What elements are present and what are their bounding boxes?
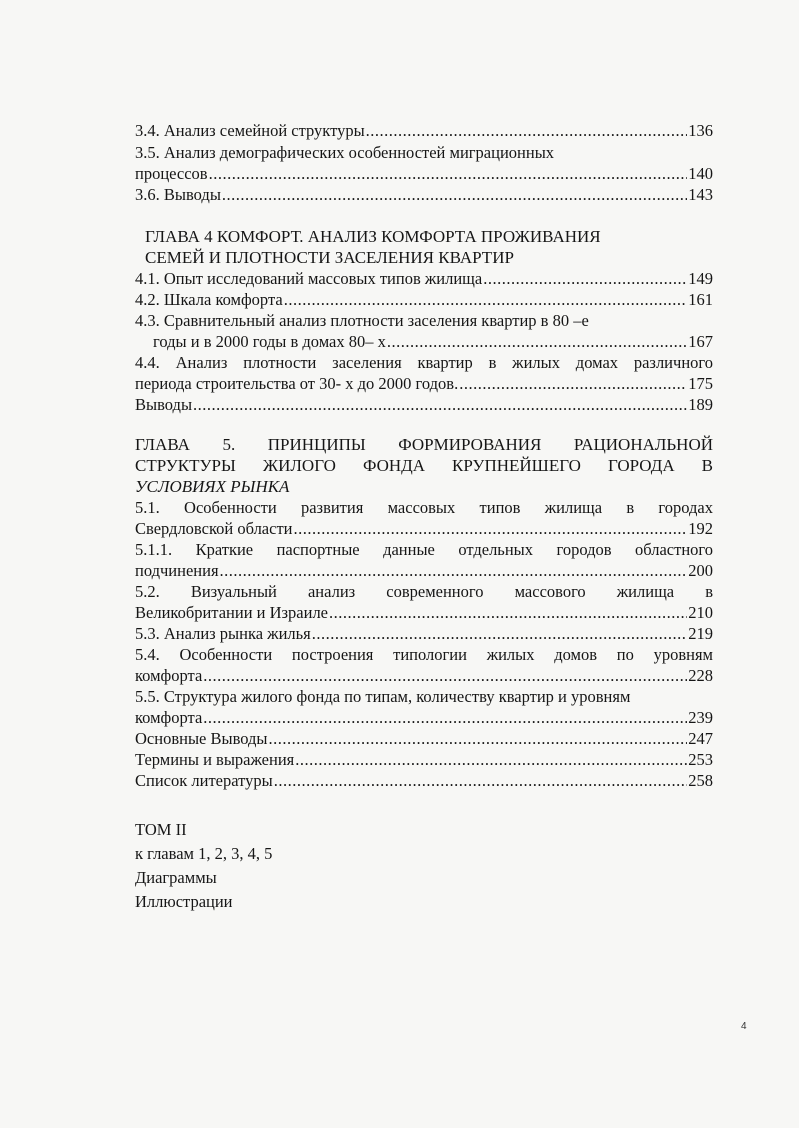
volume2-line2: Диаграммы <box>135 868 217 887</box>
toc-entry-label: 3.4. Анализ семейной структуры <box>135 121 365 140</box>
toc-entry-label: 4.2. Шкала комфорта <box>135 290 283 309</box>
toc-entry-label: комфорта <box>135 708 203 727</box>
toc-entry-page: 228 <box>688 666 713 685</box>
toc-entry-page: 247 <box>688 729 713 748</box>
toc-entry <box>135 560 713 581</box>
toc-entry-label: подчинения <box>135 561 219 580</box>
toc-entry <box>135 770 713 791</box>
toc-entry-label: Свердловской области <box>135 519 293 538</box>
toc-entry <box>135 665 713 686</box>
toc-entry-label: 3.6. Выводы <box>135 185 221 204</box>
toc-entry-line1: 5.4. Особенности построения типологии жилых домов по уровням <box>135 645 713 664</box>
toc-entry-page: 161 <box>688 290 713 309</box>
toc-entry <box>135 749 713 770</box>
toc-entry <box>135 163 713 184</box>
toc-entry <box>135 518 713 539</box>
toc-entry-label: годы и в 2000 годы в домах 80– х <box>153 332 386 351</box>
toc-entry-label: периода строительства от 30- х до 2000 годов. <box>135 374 459 393</box>
toc-entry <box>135 623 713 644</box>
toc-entry-label: Основные Выводы <box>135 729 268 748</box>
toc-entry-page: 210 <box>688 603 713 622</box>
toc-entry-page: 219 <box>688 624 713 643</box>
toc-entry-line1: 5.5. Структура жилого фонда по типам, количеству квартир и уровням <box>135 687 631 706</box>
toc-entry <box>135 373 713 394</box>
toc-entry-page: 167 <box>688 332 713 351</box>
toc-entry <box>135 602 713 623</box>
toc-entry-label: Выводы <box>135 395 193 414</box>
toc-entry-page: 200 <box>688 561 713 580</box>
chapter4-title-line1: ГЛАВА 4 КОМФОРТ. АНАЛИЗ КОМФОРТА ПРОЖИВАНИЯ <box>145 227 601 246</box>
toc-entry-page: 253 <box>688 750 713 769</box>
toc-entry-page: 175 <box>688 374 713 393</box>
chapter5-title-line2: СТРУКТУРЫ ЖИЛОГО ФОНДА КРУПНЕЙШЕГО ГОРОДА В <box>135 456 713 475</box>
toc-entry-line1: 5.1.1. Краткие паспортные данные отдельных городов областного <box>135 540 713 559</box>
toc-entry <box>135 120 713 141</box>
toc-entry-line1: 5.1. Особенности развития массовых типов жилища в городах <box>135 498 713 517</box>
toc-entry-page: 149 <box>688 269 713 288</box>
toc-entry <box>135 728 713 749</box>
toc-entry <box>135 184 713 205</box>
toc-entry-page: 192 <box>688 519 713 538</box>
toc-entry <box>135 268 713 289</box>
toc-entry-label: Великобритании и Израиле <box>135 603 328 622</box>
toc-entry-label: Список литературы <box>135 771 273 790</box>
toc-entry <box>135 331 713 352</box>
chapter5-title-line3: УСЛОВИЯХ РЫНКА <box>135 477 290 496</box>
toc-entry-page: 136 <box>688 121 713 140</box>
toc-entry-line1: 4.4. Анализ плотности заселения квартир в жилых домах различного <box>135 353 713 372</box>
toc-entry-page: 140 <box>688 164 713 183</box>
volume2-line3: Иллюстрации <box>135 892 233 911</box>
toc-entry <box>135 289 713 310</box>
toc-section-chapter4 <box>135 226 713 415</box>
toc-entry-page: 258 <box>688 771 713 790</box>
toc-entry-label: 5.3. Анализ рынка жилья <box>135 624 311 643</box>
toc-entry-label: 4.1. Опыт исследований массовых типов жилища <box>135 269 483 288</box>
toc-entry-page: 143 <box>688 185 713 204</box>
toc-entry <box>135 394 713 415</box>
toc-section-chapter3 <box>135 120 713 205</box>
toc-entry-page: 189 <box>688 395 713 414</box>
toc-entry-page: 239 <box>688 708 713 727</box>
toc-entry-line1: 5.2. Визуальный анализ современного массового жилища в <box>135 582 713 601</box>
toc-entry-line1: 3.5. Анализ демографических особенностей миграционных <box>135 143 555 162</box>
toc-entry-line1: 4.3. Сравнительный анализ плотности заселения квартир в 80 –е <box>135 311 589 330</box>
chapter4-title-line2: СЕМЕЙ И ПЛОТНОСТИ ЗАСЕЛЕНИЯ КВАРТИР <box>145 248 514 267</box>
toc-entry-label: процессов <box>135 164 208 183</box>
page-number: 4 <box>741 1021 747 1032</box>
volume2-line1: к главам 1, 2, 3, 4, 5 <box>135 844 273 863</box>
volume2-title: ТОМ II <box>135 820 187 839</box>
toc-entry-label: комфорта <box>135 666 203 685</box>
toc-section-volume2 <box>135 818 713 914</box>
toc-entry-label: Термины и выражения <box>135 750 295 769</box>
chapter5-title-line1: ГЛАВА 5. ПРИНЦИПЫ ФОРМИРОВАНИЯ РАЦИОНАЛЬНОЙ <box>135 435 713 454</box>
toc-entry <box>135 707 713 728</box>
toc-section-chapter5 <box>135 434 713 791</box>
